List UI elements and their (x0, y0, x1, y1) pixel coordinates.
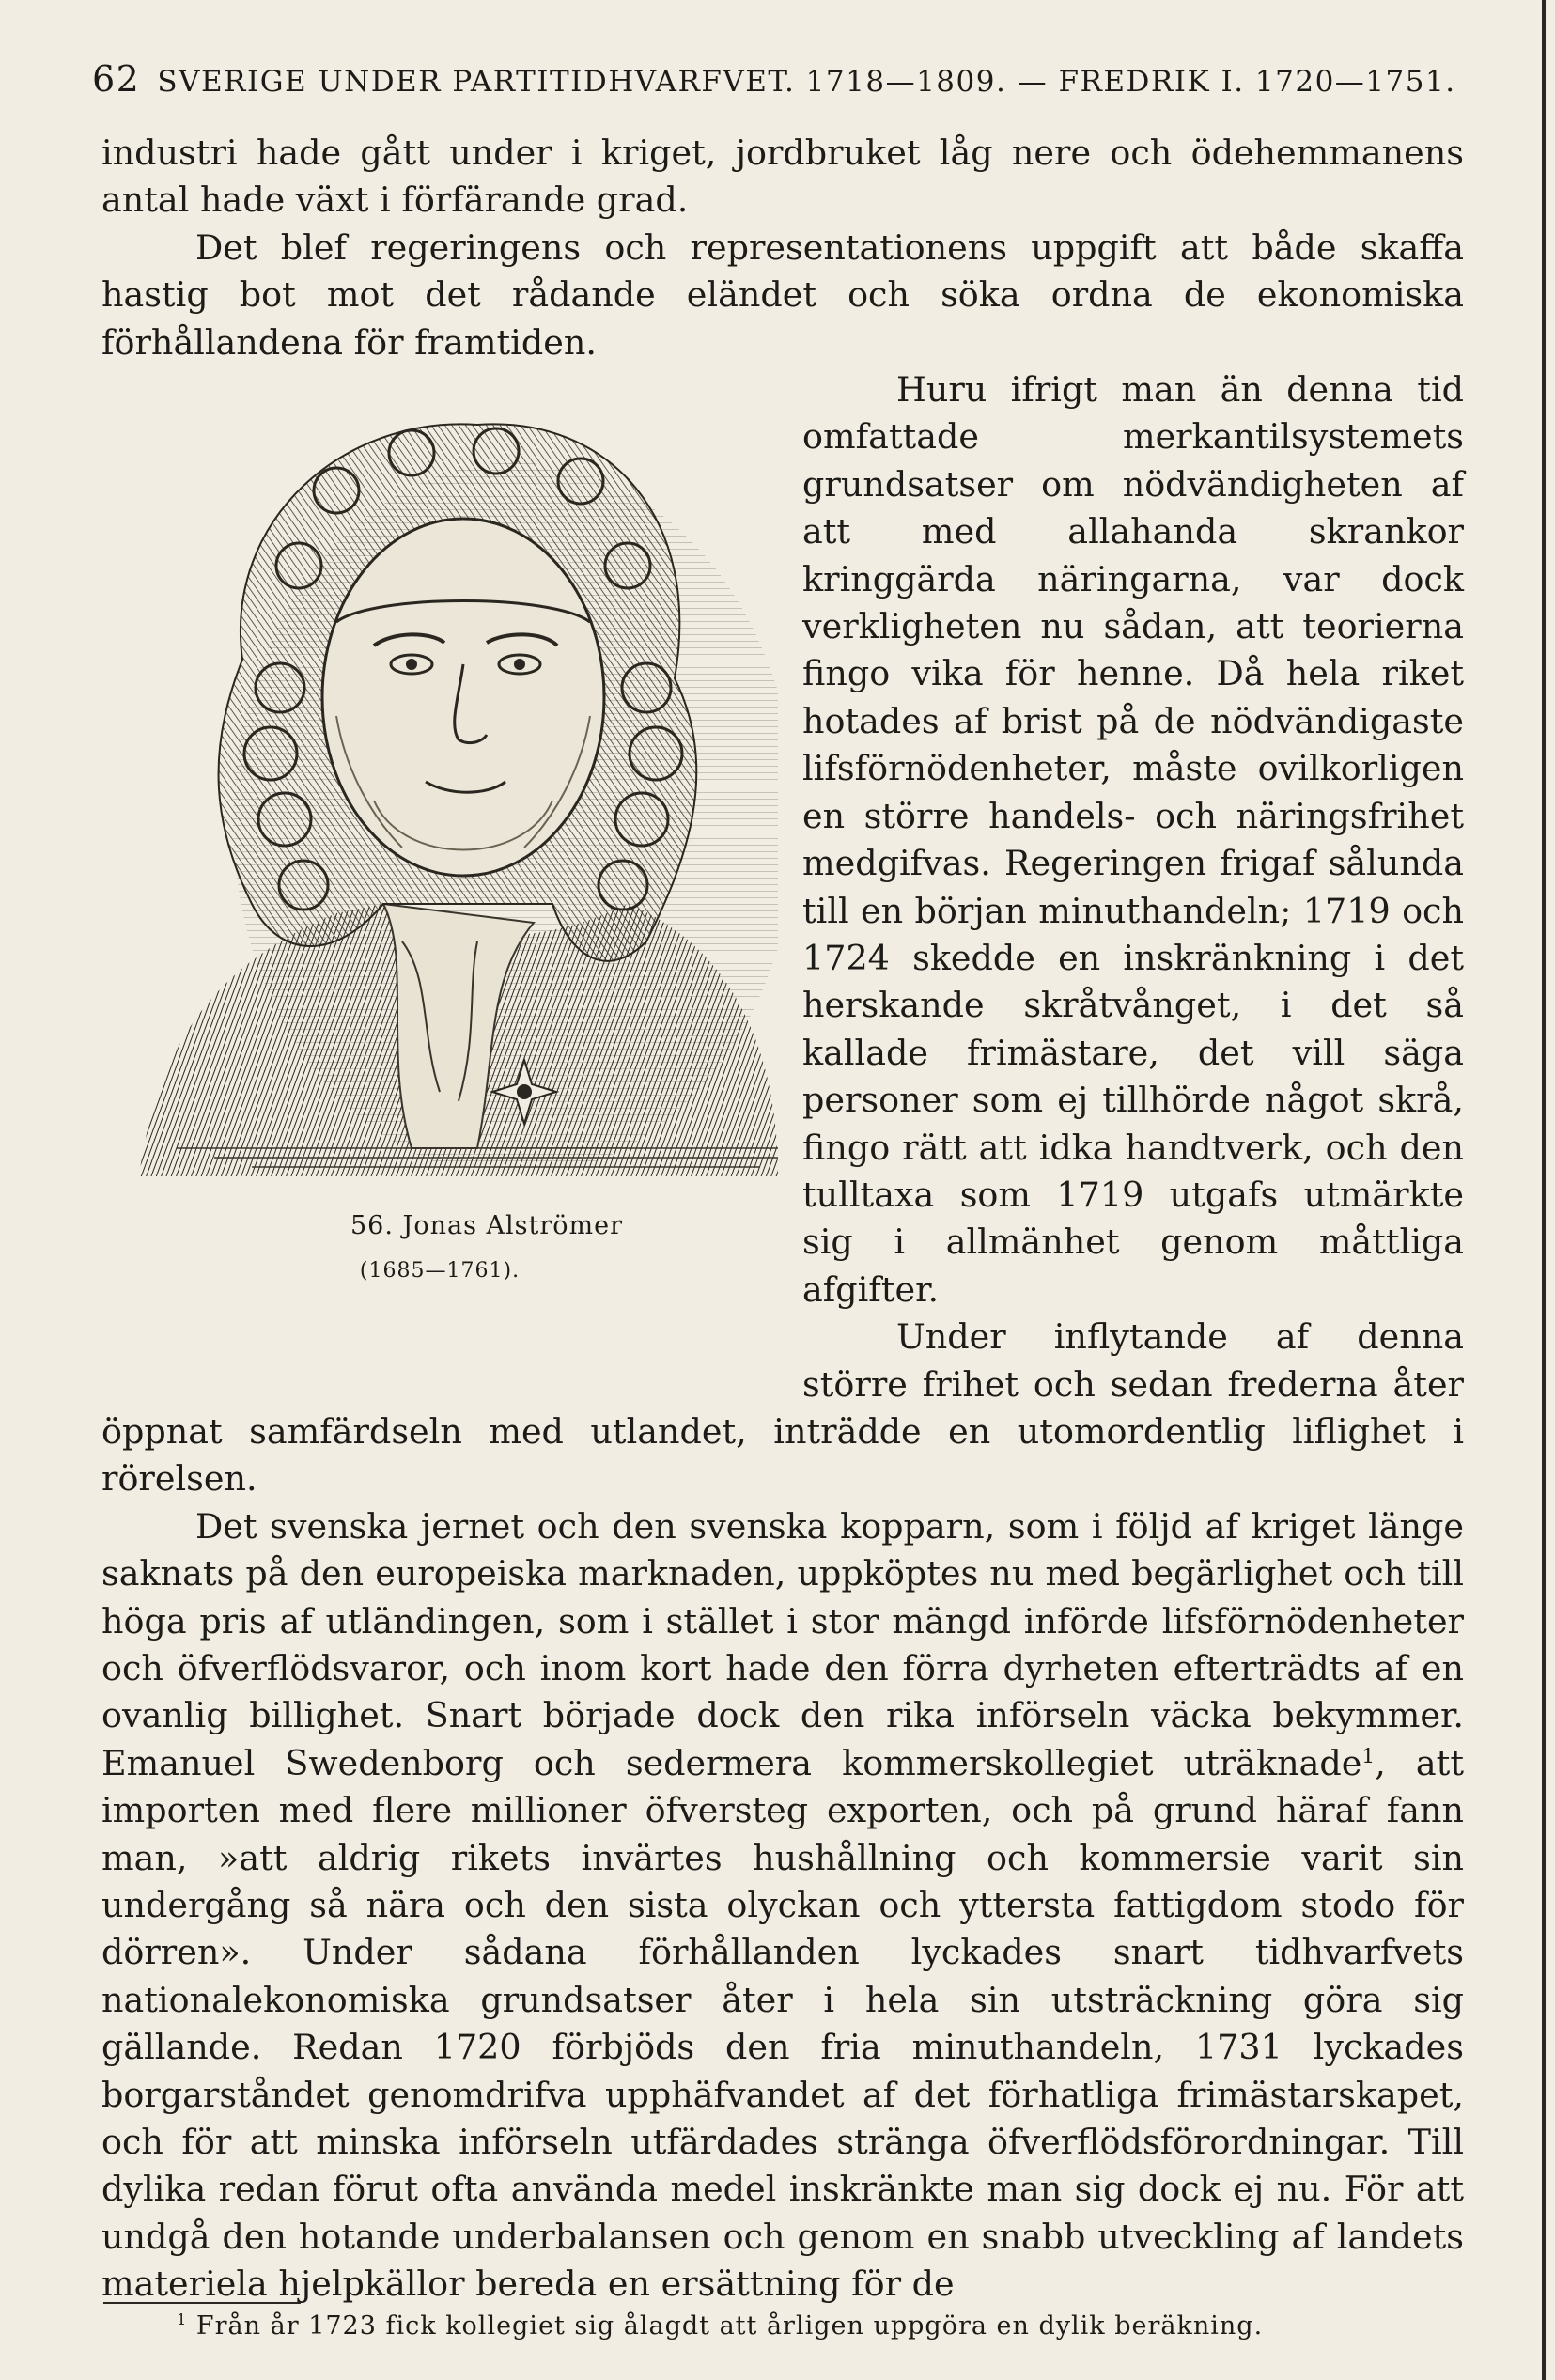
paragraph-2: Det blef regeringens och representationens uppgift att både skaffa hastig bot mot det rådande eländet och söka ordna de ekonomiska förhållandena för framtiden. (101, 226, 1464, 363)
portrait-figure (101, 378, 778, 1383)
paragraph-3-text: Huru ifrigt man än denna tid omfattade merkantilsystemets grundsatser om nödvändigheten af att med allahanda skrankor kringgärda näringarna, var dock verkligheten nu sådan, att teorierna fingo vika för henne. Då hela riket hotades af brist på de nödvändigaste lifsförnödenheter, måste ovilkorligen en större handels- och näringsfrihet medgifvas. Regeringen frigaf sålunda till en början minuthandeln; 1719 och 1724 skedde en inskränkning i det herskande skråtvånget, i det så kallade frimästare, det vill säga personer som ej tillhörde något skrå, fingo rätt att idka handtverk, och den tulltaxa som 1719 utgafs utmärkte sig i allmänhet genom måttliga afgifter. (802, 369, 1464, 1310)
figure-caption (101, 1205, 778, 1293)
paragraph-5-text-a: Det svenska jernet och den svenska kopparn, som i följd af kriget länge saknats på den europeiska marknaden, uppköptes nu med begärlighet och till höga pris af utländingen, som i stället i stor mängd införde lifsförnödenheter och öfverflödsvaror, och inom kort hade den förra dyrheten efterträdts af en ovanlig billighet. Snart började dock den rika införseln väcka bekymmer. Emanuel Swedenborg och sedermera kommerskollegiet uträknade (101, 1505, 1464, 1783)
body-text (101, 130, 1464, 2309)
caption-years: (1685—1761). (359, 1259, 521, 1283)
paragraph-3 (101, 366, 1464, 1314)
paragraph-1: industri hade gått under i kriget, jordbruket låg nere och ödehemmanens antal hade växt i förfärande grad. (101, 132, 1464, 221)
footnote-rule (103, 2302, 301, 2304)
paragraph-5 (101, 1503, 1464, 2309)
footnote-text: Från år 1723 fick kollegiet sig ålagdt att årligen uppgöra en dylik beräkning. (195, 2311, 1264, 2341)
paragraph-4: Under inflytande af denna större frihet och sedan frederna åter öppnat samfärdseln med utlandet, inträdde en utomordentlig liflighet i rörelsen. (101, 1316, 1464, 1500)
running-title: SVERIGE UNDER PARTITIDHVARFVET. 1718—1809. — FREDRIK I. 1720—1751. (157, 65, 1456, 99)
page-edge-rule (1542, 0, 1546, 2380)
footnote-marker: 1 (177, 2310, 188, 2328)
paragraph-5-text-b: , att importen med flere millioner öfversteg exporten, och på grund häraf fann man, »att aldrig rikets invärtes hushållning och kommersie varit sin undergång så nära och den sista olyckan och yttersta fattigdom stodo för dörren». Under sådana förhållanden lyckades snart tidhvarfvets nationalekonomiska grundsatser åter i hela sin utsträckning göra sig gällande. Redan 1720 förbjöds den fria minuthandeln, 1731 lyckades borgarståndet genomdrifva upphäfvandet af det förhatliga frimästarskapet, och för att minska införseln utfärdades stränga öfverflödsförordningar. Till dylika redan förut ofta använda medel inskränkte man sig dock ej nu. För att undgå den hotande underbalansen och genom en snabb utveckling af landets materiela hjelpkällor bereda en ersättning för de (101, 1742, 1464, 2305)
footnote-ref: 1 (1361, 1744, 1376, 1768)
running-head (92, 58, 1473, 100)
page-number: 62 (92, 58, 141, 100)
engraved-portrait-illustration (101, 378, 778, 1186)
footnote (177, 2311, 1398, 2341)
caption-name: 56. Jonas Alströmer (350, 1211, 623, 1241)
